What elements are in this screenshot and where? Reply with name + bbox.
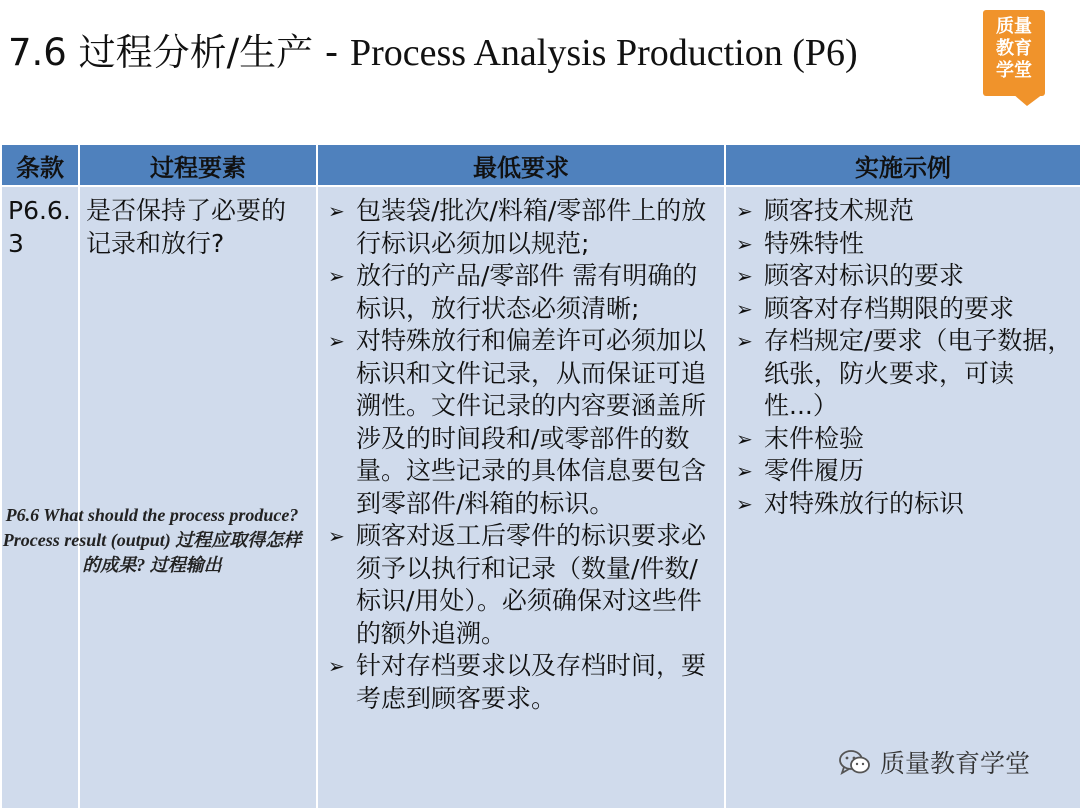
arrow-bullet-icon: ➢ [328,524,345,548]
list-item: ➢ 末件检验 [732,423,1074,456]
list-item: ➢ 对特殊放行的标识 [732,488,1074,521]
list-item: ➢ 零件履历 [732,455,1074,488]
list-item: ➢ 特殊特性 [732,228,1074,261]
process-element-text: 是否保持了必要的记录和放行? [86,196,287,258]
arrow-bullet-icon: ➢ [328,199,345,223]
title-cn: 7.6 过程分析/生产 - [8,31,350,74]
list-item: ➢ 包装袋/批次/料箱/零部件上的放行标识必须加以规范; [328,196,707,258]
header-clause: 条款 [1,144,79,186]
arrow-bullet-icon: ➢ [736,329,753,353]
wechat-account-name: 质量教育学堂 [880,749,1031,778]
slide-title [8,22,968,82]
clause-code-cell [1,186,79,809]
logo-line-1: 质量 [996,16,1032,37]
examples-list [732,195,1074,520]
examples-cell [725,186,1080,809]
table-header-row [1,144,1080,186]
clause-code: P6.6.3 [8,196,71,258]
header-process-element: 过程要素 [79,144,317,186]
list-item: ➢ 顾客对标识的要求 [732,260,1074,293]
list-item: ➢ 顾客技术规范 [732,195,1074,228]
list-item: ➢ 顾客对存档期限的要求 [732,293,1074,326]
logo-line-2: 教育 [996,38,1032,59]
clause-table [0,143,1080,810]
arrow-bullet-icon: ➢ [736,426,753,451]
list-item: ➢ 放行的产品/零部件 需有明确的标识，放行状态必须清晰; [328,261,698,323]
list-item: ➢ 对特殊放行和偏差许可必须加以标识和文件记录，从而保证可追溯性。文件记录的内容要涵盖所涉及的时间段和/或零部件的数量。这些记录的具体信息要包含到零部件/料箱的标识。 [328,326,707,518]
wechat-footer [838,742,1058,782]
arrow-bullet-icon: ➢ [736,264,753,288]
arrow-bullet-icon: ➢ [328,264,345,288]
table-row [1,186,1080,809]
list-item: ➢ 顾客对返工后零件的标识要求必须予以执行和记录（数量/件数/标识/用处）。必须确保对这些件的额外追溯。 [328,521,707,648]
logo-line-3: 学堂 [996,60,1032,81]
list-item: ➢ 针对存档要求以及存档时间，要考虑到顾客要求。 [328,651,707,713]
arrow-bullet-icon: ➢ [736,296,753,321]
arrow-bullet-icon: ➢ [736,491,753,516]
wechat-icon [838,748,872,776]
arrow-bullet-icon: ➢ [736,199,753,223]
header-implementation-examples: 实施示例 [725,144,1080,186]
list-item: ➢ 存档规定/要求（电子数据，纸张，防火要求，可读性...） [736,326,1073,420]
arrow-bullet-icon: ➢ [328,329,345,353]
title-en: Process Analysis Production (P6) [349,32,858,74]
arrow-bullet-icon: ➢ [328,654,345,678]
section-note: P6.6 What should the process produce? Process result (output) 过程应取得怎样的成果? 过程输出 [2,505,302,575]
header-minimum-requirements: 最低要求 [317,144,725,186]
requirements-cell [317,186,725,809]
arrow-bullet-icon: ➢ [736,459,753,483]
requirements-list [324,195,718,715]
arrow-bullet-icon: ➢ [736,231,753,256]
brand-logo-icon [983,10,1045,106]
